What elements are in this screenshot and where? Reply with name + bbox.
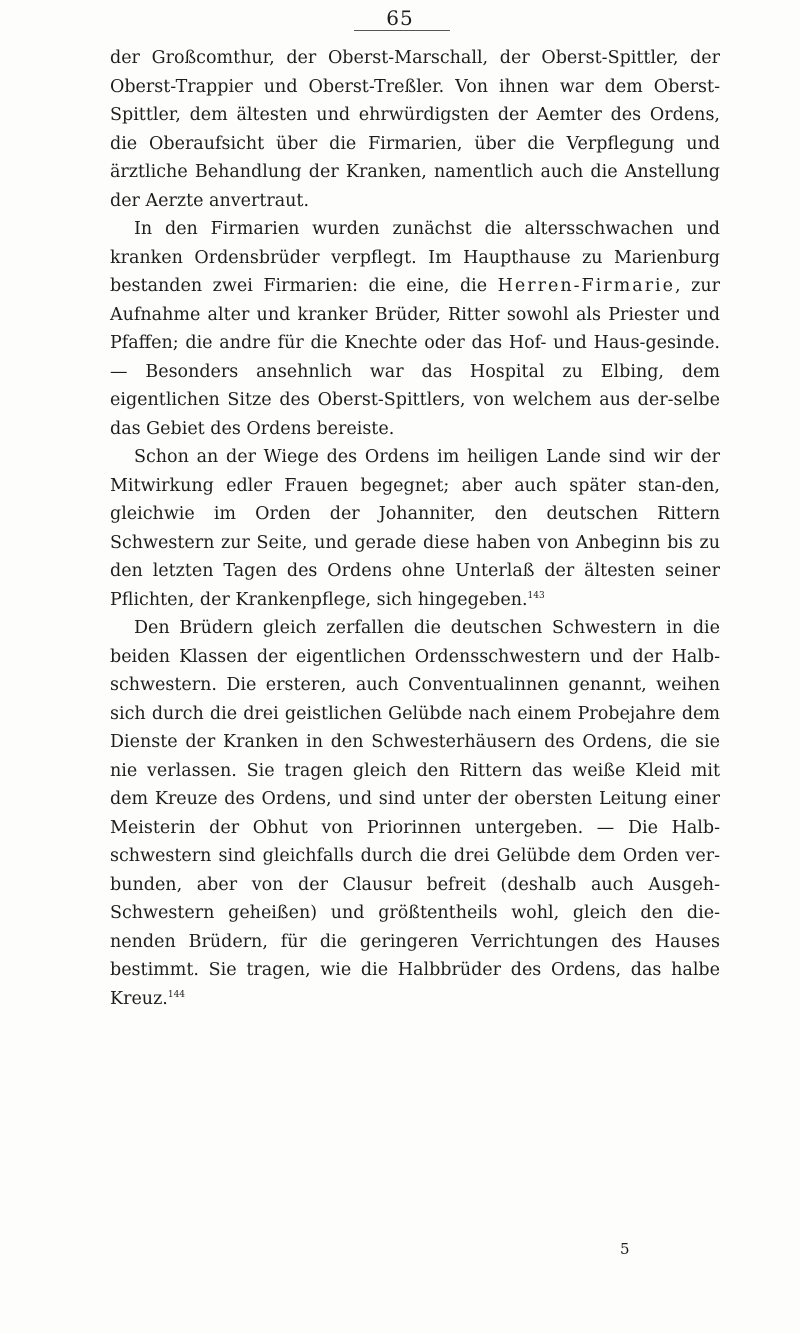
paragraph-text: In den Firmarien wurden zunächst die altersschwachen und kranken Ordensbrüder verpflegt. Im Haupthause zu Marienburg bestanden zwei Firmarien: die eine, die <box>110 219 720 296</box>
footnote-marker: 144 <box>167 989 186 1000</box>
paragraph-2 <box>110 215 720 443</box>
paragraph-4 <box>110 614 720 1013</box>
page-number: 65 <box>386 6 414 30</box>
paragraph-text: Schon an der Wiege des Ordens im heiligen Lande sind wir der Mitwirkung edler Frauen begegnet; aber auch später stan-den, gleichwie im Orden der Johanniter, den deutschen Rittern Schwestern zur Seite, und gerade diese haben von Anbeginn bis zu den letzten Tagen des Ordens ohne Unterlaß der ältesten seiner Pflichten, der Krankenpflege, sich hingegeben. <box>110 447 720 610</box>
header-rule <box>354 30 450 31</box>
paragraph-text: , zur Aufnahme alter und kranker Brüder, Ritter sowohl als Priester und Pfaffen; die andre für die Knechte oder das Hof- und Haus-gesinde. — Besonders ansehnlich war das Hospital zu Elbing, dem eigentlichen Sitze des Oberst-Spittlers, von welchem aus der-selbe das Gebiet des Ordens bereiste. <box>110 276 720 439</box>
paragraph-text: der Großcomthur, der Oberst-Marschall, der Oberst-Spittler, der Oberst-Trappier und Oberst-Treßler. Von ihnen war dem Oberst-Spittler, dem ältesten und ehrwürdigsten der Aemter des Ordens, die Oberaufsicht über die Firmarien, über die Verpflegung und ärztliche Behandlung der Kranken, namentlich auch die Anstellung der Aerzte anvertraut. <box>110 48 720 211</box>
footnote-marker: 143 <box>527 590 545 601</box>
paragraph-1 <box>110 44 720 215</box>
signature-mark: 5 <box>620 1240 630 1258</box>
paragraph-text: Den Brüdern gleich zerfallen die deutschen Schwestern in die beiden Klassen der eigentlichen Ordensschwestern und der Halb-schwestern. Die ersteren, auch Conventualinnen genannt, weihen sich durch die drei geistlichen Gelübde nach einem Probejahre dem Dienste der Kranken in den Schwesterhäusern des Ordens, die sie nie verlassen. Sie tragen gleich den Rittern das weiße Kleid mit dem Kreuze des Ordens, und sind unter der obersten Leitung einer Meisterin der Obhut von Priorinnen untergeben. — Die Halb-schwestern sind gleichfalls durch die drei Gelübde dem Orden ver-bunden, aber von der Clausur befreit (deshalb auch Ausgeh-Schwestern geheißen) und größtentheils wohl, gleich den die-nenden Brüdern, für die geringeren Verrichtungen des Hauses bestimmt. Sie tragen, wie die Halbbrüder des Ordens, das halbe Kreuz. <box>110 618 720 1009</box>
body-text <box>110 44 720 1013</box>
paragraph-3 <box>110 443 720 614</box>
emphasized-term: Herren-Firmarie <box>497 276 676 296</box>
